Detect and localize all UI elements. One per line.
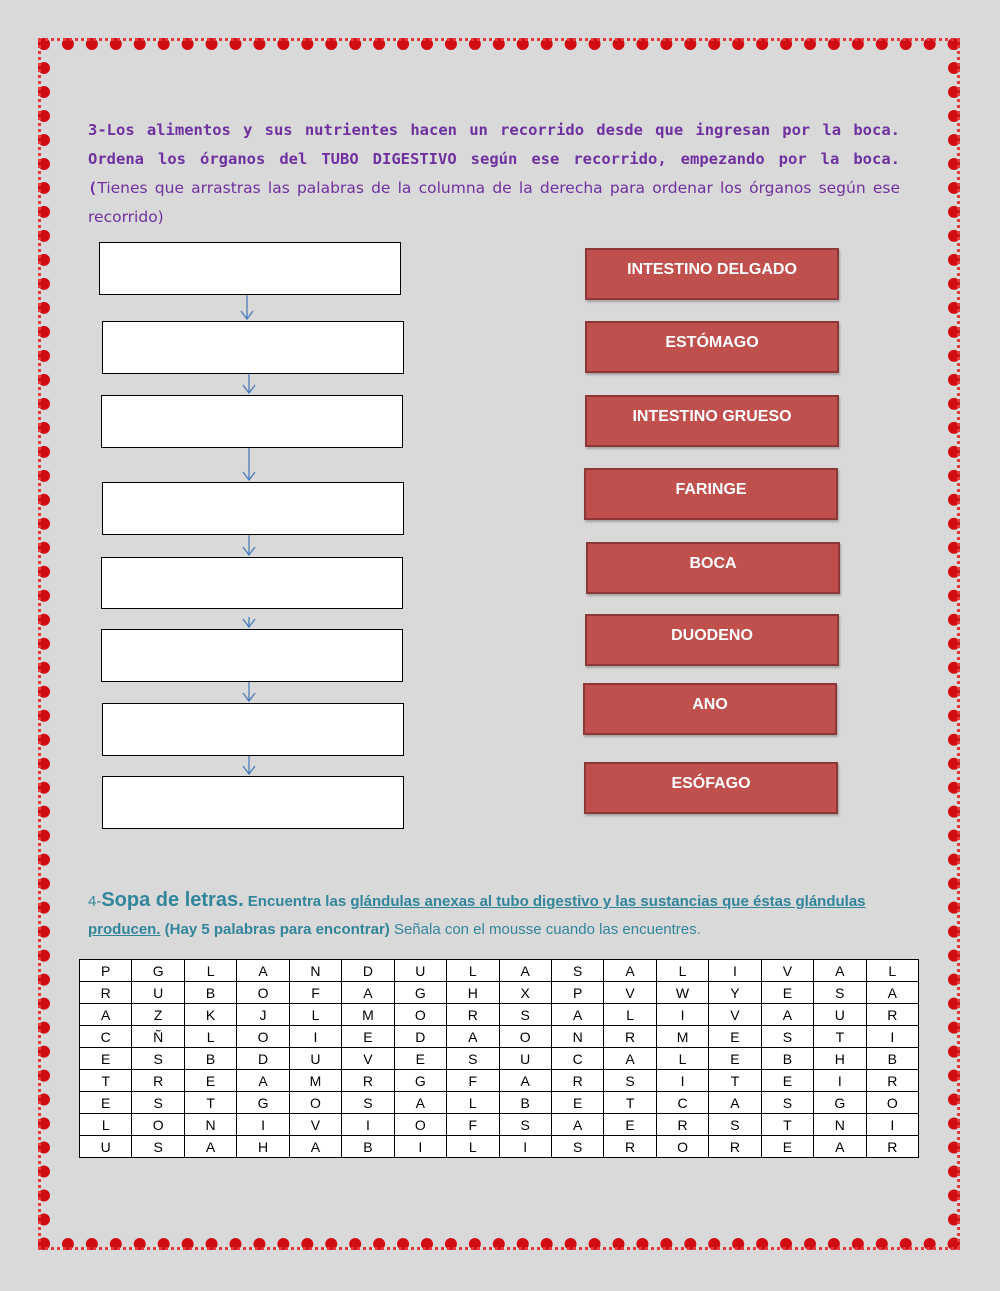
word-search-row [80,982,919,1004]
word-search-cell[interactable]: X [499,982,551,1004]
word-search-cell[interactable]: E [761,982,813,1004]
word-search-cell[interactable]: I [499,1136,551,1158]
word-search-cell[interactable]: I [814,1070,866,1092]
down-arrow-icon [242,448,256,482]
word-search-cell[interactable]: E [394,1048,446,1070]
word-search-cell[interactable]: G [814,1092,866,1114]
word-search-cell[interactable]: U [289,1048,341,1070]
word-search-cell[interactable]: L [289,1004,341,1026]
word-search-cell[interactable]: T [80,1070,132,1092]
word-search-cell[interactable]: S [499,1114,551,1136]
draggable-word-faringe[interactable]: FARINGE [584,468,838,520]
word-search-cell[interactable]: A [499,960,551,982]
word-search-cell[interactable]: Ñ [132,1026,184,1048]
word-search-cell[interactable]: A [447,1026,499,1048]
word-search-cell[interactable]: M [656,1026,708,1048]
word-search-cell[interactable]: S [814,982,866,1004]
word-search-cell[interactable]: R [132,1070,184,1092]
word-search-cell[interactable]: S [761,1092,813,1114]
word-search-cell[interactable]: L [447,960,499,982]
word-search-cell[interactable]: R [866,1136,918,1158]
word-search-cell[interactable]: L [656,1048,708,1070]
word-search-cell[interactable]: M [289,1070,341,1092]
word-search-cell[interactable]: H [814,1048,866,1070]
draggable-word-boca[interactable]: BOCA [586,542,840,594]
word-search-cell[interactable]: R [551,1070,603,1092]
word-search-cell[interactable]: L [604,1004,656,1026]
word-search-cell[interactable]: I [342,1114,394,1136]
question-4-underlined: glándulas anexas al tubo digestivo y las sustancias que éstas glándulas producen. [88,893,866,938]
word-search-cell[interactable]: I [709,960,761,982]
word-search-cell[interactable]: A [237,1070,289,1092]
word-search-cell[interactable]: L [447,1136,499,1158]
word-search-cell[interactable]: C [80,1026,132,1048]
word-search-cell[interactable]: L [80,1114,132,1136]
word-search-cell[interactable]: L [184,1026,236,1048]
word-search-cell[interactable]: V [761,960,813,982]
word-search-cell[interactable]: H [447,982,499,1004]
word-search-cell[interactable]: U [814,1004,866,1026]
word-search-cell[interactable]: U [499,1048,551,1070]
word-search-cell[interactable]: D [342,960,394,982]
question-4-hint: (Hay 5 palabras para encontrar) [160,921,390,938]
word-search-cell[interactable]: F [447,1070,499,1092]
word-search-cell[interactable]: S [132,1048,184,1070]
word-search-cell[interactable]: T [814,1026,866,1048]
word-search-cell[interactable]: O [289,1092,341,1114]
drop-slot-8[interactable] [102,776,404,829]
word-search-cell[interactable]: V [604,982,656,1004]
word-search-cell[interactable]: P [551,982,603,1004]
word-search-cell[interactable]: K [184,1004,236,1026]
draggable-word-esofago[interactable]: ESÓFAGO [584,762,838,814]
word-search-cell[interactable]: O [866,1092,918,1114]
down-arrow-icon [242,682,256,703]
word-search-cell[interactable]: U [80,1136,132,1158]
word-search-cell[interactable]: S [551,1136,603,1158]
word-search-cell[interactable]: A [866,982,918,1004]
word-search-row [80,1004,919,1026]
drop-slot-4[interactable] [102,482,404,535]
word-search-cell[interactable]: V [709,1004,761,1026]
word-search-cell[interactable]: T [709,1070,761,1092]
word-search-row [80,1026,919,1048]
word-search-cell[interactable]: G [394,1070,446,1092]
word-search-cell[interactable]: N [184,1114,236,1136]
word-search-cell[interactable]: E [604,1114,656,1136]
draggable-word-ano[interactable]: ANO [583,683,837,735]
word-search-cell[interactable]: S [342,1092,394,1114]
word-search-cell[interactable]: I [656,1004,708,1026]
word-search-cell[interactable]: O [237,982,289,1004]
word-search-cell[interactable]: I [866,1026,918,1048]
word-search-row [80,960,919,982]
question-4-intro: Encuentra las [243,893,351,910]
word-search-cell[interactable]: B [761,1048,813,1070]
drop-slot-5[interactable] [101,557,403,609]
word-search-cell[interactable]: M [342,1004,394,1026]
word-search-cell[interactable]: A [499,1070,551,1092]
word-search-cell[interactable]: B [499,1092,551,1114]
word-search-cell[interactable]: O [656,1136,708,1158]
word-search-cell[interactable]: E [761,1070,813,1092]
word-search-cell[interactable]: A [551,1114,603,1136]
down-arrow-icon [242,756,256,776]
question-3-bold-text: 3-Los alimentos y sus nutrientes hacen un recorrido desde que ingresan por la boca. Ordena los órganos del TUBO DIGESTIVO según ese recorrido, empezando por la boca. ( [88,121,900,197]
word-search-cell[interactable]: A [814,1136,866,1158]
word-search-cell[interactable]: J [237,1004,289,1026]
drop-slot-1[interactable] [99,242,401,295]
word-search-cell[interactable]: O [394,1114,446,1136]
word-search-row [80,1070,919,1092]
word-search-cell[interactable]: T [761,1114,813,1136]
word-search-cell[interactable]: I [656,1070,708,1092]
word-search-cell[interactable]: E [709,1048,761,1070]
word-search-cell[interactable]: A [604,960,656,982]
drop-slot-7[interactable] [102,703,404,756]
word-search-cell[interactable]: P [80,960,132,982]
word-search-cell[interactable]: S [132,1136,184,1158]
word-search-cell[interactable]: S [447,1048,499,1070]
word-search-cell[interactable]: O [499,1026,551,1048]
word-search-cell[interactable]: A [80,1004,132,1026]
word-search-cell[interactable]: A [184,1136,236,1158]
word-search-cell[interactable]: A [394,1092,446,1114]
question-4-title: Sopa de letras [101,889,239,911]
word-search-cell[interactable]: R [342,1070,394,1092]
word-search-cell[interactable]: B [342,1136,394,1158]
word-search-cell[interactable]: V [342,1048,394,1070]
draggable-word-intestino-grueso[interactable]: INTESTINO GRUESO [585,395,839,447]
word-search-cell[interactable]: I [289,1026,341,1048]
question-4-instructions [88,886,908,944]
word-search-cell[interactable]: G [394,982,446,1004]
word-search-cell[interactable]: O [237,1026,289,1048]
word-search-cell[interactable]: W [656,982,708,1004]
word-search-cell[interactable]: A [551,1004,603,1026]
word-search-cell[interactable]: I [237,1114,289,1136]
word-search-cell[interactable]: S [761,1026,813,1048]
word-search-cell[interactable]: T [184,1092,236,1114]
word-search-cell[interactable]: A [814,960,866,982]
word-search-cell[interactable]: S [499,1004,551,1026]
word-search-cell[interactable]: N [551,1026,603,1048]
word-search-cell[interactable]: E [761,1136,813,1158]
word-search-cell[interactable]: A [342,982,394,1004]
word-search-cell[interactable]: R [604,1136,656,1158]
word-search-cell[interactable]: I [394,1136,446,1158]
word-search-cell[interactable]: B [184,982,236,1004]
word-search-cell[interactable]: R [656,1114,708,1136]
drop-slot-3[interactable] [101,395,403,448]
word-search-cell[interactable]: T [604,1092,656,1114]
word-search-cell[interactable]: D [237,1048,289,1070]
word-search-cell[interactable]: A [289,1136,341,1158]
word-search-cell[interactable]: D [394,1026,446,1048]
question-3-instructions [88,116,900,232]
question-4-instruction: Señala con el mousse cuando las encuentres. [389,921,701,938]
word-search-grid [79,959,919,1158]
word-search-cell[interactable]: S [551,960,603,982]
word-search-cell[interactable]: F [447,1114,499,1136]
word-search-cell[interactable]: B [184,1048,236,1070]
word-search-cell[interactable]: R [709,1136,761,1158]
word-search-cell[interactable]: R [866,1004,918,1026]
word-search-cell[interactable]: S [604,1070,656,1092]
word-search-cell[interactable]: A [237,960,289,982]
word-search-cell[interactable]: C [551,1048,603,1070]
word-search-cell[interactable]: A [761,1004,813,1026]
word-search-cell[interactable]: N [814,1114,866,1136]
word-search-cell[interactable]: R [80,982,132,1004]
word-search-cell[interactable]: F [289,982,341,1004]
word-search-cell[interactable]: E [551,1092,603,1114]
draggable-word-estomago[interactable]: ESTÓMAGO [585,321,839,373]
word-search-cell[interactable]: U [394,960,446,982]
word-search-row [80,1114,919,1136]
word-search-cell[interactable]: N [289,960,341,982]
word-search-row [80,1092,919,1114]
word-search-cell[interactable]: G [132,960,184,982]
word-search-cell[interactable]: H [237,1136,289,1158]
word-search-row [80,1048,919,1070]
down-arrow-icon [242,374,256,395]
word-search-cell[interactable]: E [184,1070,236,1092]
question-3-normal-text: Tienes que arrastras las palabras de la columna de la derecha para ordenar los órganos según ese recorrido) [88,179,900,226]
question-4-title-dot: . [238,889,244,911]
word-search-cell[interactable]: R [447,1004,499,1026]
word-search-cell[interactable]: L [447,1092,499,1114]
word-search-cell[interactable]: E [709,1026,761,1048]
word-search-cell[interactable]: E [80,1048,132,1070]
drop-slot-2[interactable] [102,321,404,374]
word-search-cell[interactable]: A [709,1092,761,1114]
down-arrow-icon [242,535,256,557]
word-search-cell[interactable]: U [132,982,184,1004]
word-search-cell[interactable]: I [866,1114,918,1136]
word-search-cell[interactable]: L [656,960,708,982]
word-search-cell[interactable]: A [604,1048,656,1070]
word-search-cell[interactable]: O [132,1114,184,1136]
word-search-cell[interactable]: R [866,1070,918,1092]
word-search-row [80,1136,919,1158]
draggable-word-duodeno[interactable]: DUODENO [585,614,839,666]
down-arrow-icon [242,609,256,629]
word-search-cell[interactable]: O [394,1004,446,1026]
word-search-cell[interactable]: B [866,1048,918,1070]
word-search-cell[interactable]: V [289,1114,341,1136]
word-search-cell[interactable]: C [656,1092,708,1114]
word-search-cell[interactable]: L [866,960,918,982]
word-search-cell[interactable]: E [342,1026,394,1048]
word-search-cell[interactable]: E [80,1092,132,1114]
word-search-cell[interactable]: L [184,960,236,982]
word-search-cell[interactable]: S [709,1114,761,1136]
drop-slot-6[interactable] [101,629,403,682]
word-search-cell[interactable]: R [604,1026,656,1048]
word-search-cell[interactable]: Z [132,1004,184,1026]
down-arrow-icon [240,295,254,321]
draggable-word-intestino-delgado[interactable]: INTESTINO DELGADO [585,248,839,300]
word-search-cell[interactable]: G [237,1092,289,1114]
word-search-cell[interactable]: S [132,1092,184,1114]
question-4-number: 4- [88,893,102,910]
word-search-cell[interactable]: Y [709,982,761,1004]
